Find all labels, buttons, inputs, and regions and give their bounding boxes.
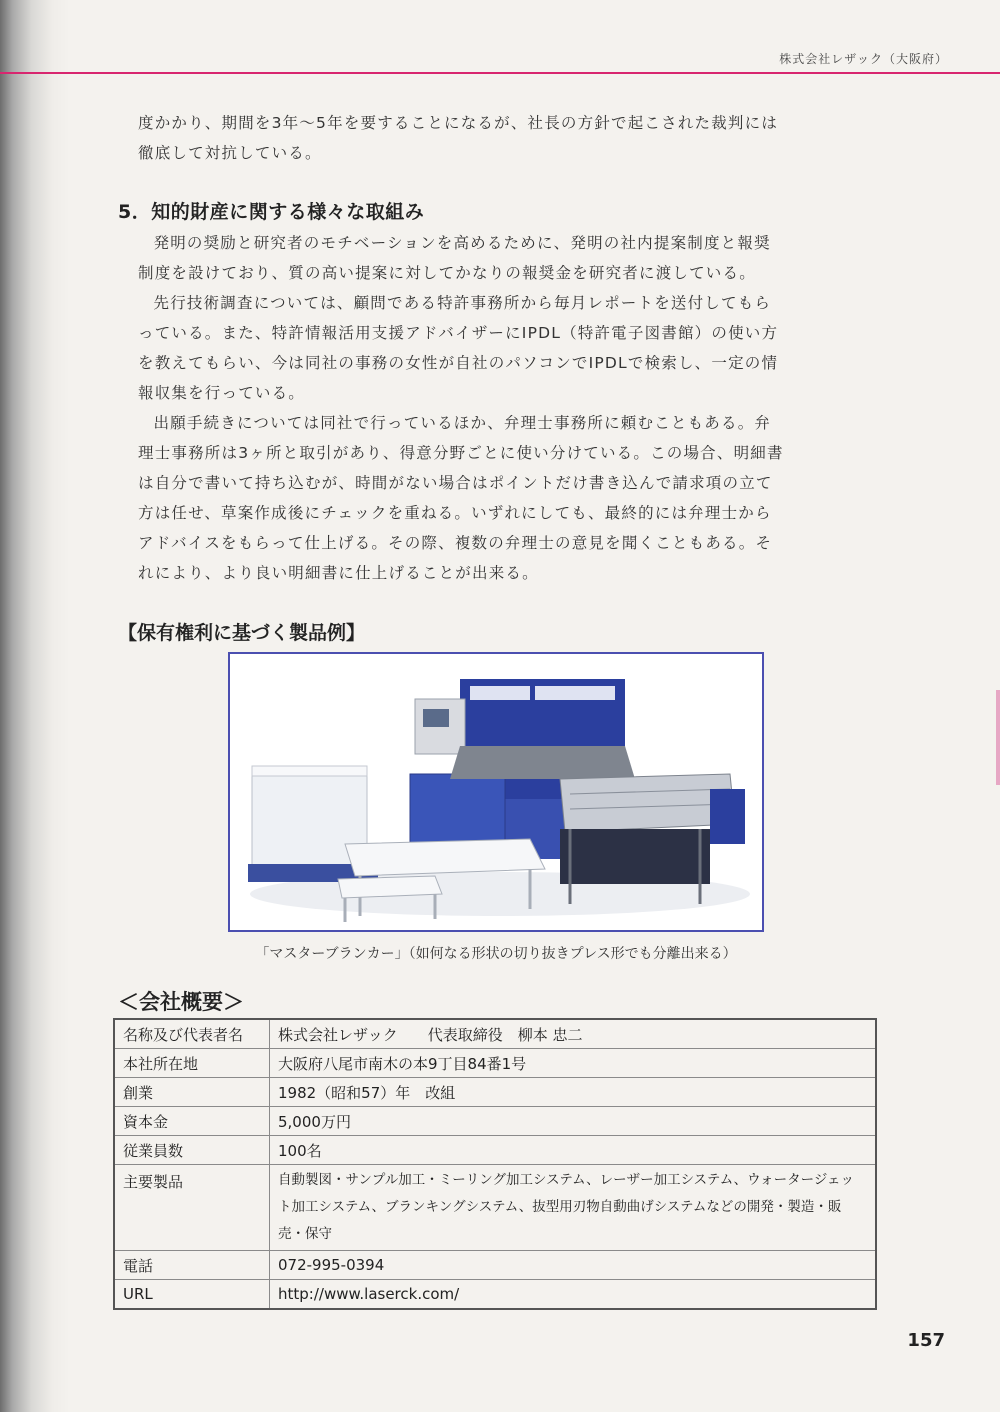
company-overview-table bbox=[113, 1018, 877, 1310]
text-line: 出願手続きについては同社で行っているほか、弁理士事務所に頼むこともある。弁 bbox=[153, 414, 772, 432]
product-example-heading: 【保有権利に基づく製品例】 bbox=[118, 622, 366, 644]
text-line: を教えてもらい、今は同社の事務の女性が自社のパソコンでIPDLで検索し、一定の情 bbox=[138, 354, 779, 372]
running-header: 株式会社レザック（大阪府） bbox=[779, 52, 948, 66]
text-line: 先行技術調査については、顧問である特許事務所から毎月レポートを送付してもら bbox=[153, 294, 772, 312]
text-line: は自分で書いて持ち込むが、時間がない場合はポイントだけ書き込んで請求項の立て bbox=[138, 474, 773, 492]
intro-paragraph bbox=[138, 108, 883, 168]
row-label: 電話 bbox=[114, 1251, 270, 1280]
page-edge-tab bbox=[996, 690, 1000, 785]
machine-illustration bbox=[230, 654, 762, 930]
paragraph-filing bbox=[138, 408, 883, 588]
company-url: http://www.laserck.com/ bbox=[270, 1280, 877, 1310]
book-spine-shadow bbox=[0, 0, 70, 1412]
table-row bbox=[114, 1136, 876, 1165]
table-row bbox=[114, 1165, 876, 1251]
text-line: 制度を設けており、質の高い提案に対してかなりの報奨金を研究者に渡している。 bbox=[138, 264, 756, 282]
row-label: URL bbox=[114, 1280, 270, 1310]
row-value: 100名 bbox=[270, 1136, 877, 1165]
text-line: っている。また、特許情報活用支援アドバイザーにIPDL（特許電子図書館）の使い方 bbox=[138, 324, 779, 342]
intro-line: 度かかり、期間を3年～5年を要することになるが、社長の方針で起こされた裁判には bbox=[138, 114, 779, 132]
table-row bbox=[114, 1107, 876, 1136]
row-value: 株式会社レザック 代表取締役 柳本 忠二 bbox=[270, 1019, 877, 1049]
row-label: 資本金 bbox=[114, 1107, 270, 1136]
row-value: 5,000万円 bbox=[270, 1107, 877, 1136]
table-row bbox=[114, 1049, 876, 1078]
paragraph-incentives bbox=[138, 228, 883, 288]
text-line: 方は任せ、草案作成後にチェックを重ねる。いずれにしても、最終的には弁理士から bbox=[138, 504, 772, 522]
text-line: 報収集を行っている。 bbox=[138, 384, 306, 402]
row-label: 創業 bbox=[114, 1078, 270, 1107]
product-photo bbox=[228, 652, 764, 932]
row-label: 本社所在地 bbox=[114, 1049, 270, 1078]
text-line: れにより、より良い明細書に仕上げることが出来る。 bbox=[138, 564, 539, 582]
row-label: 主要製品 bbox=[114, 1165, 270, 1251]
table-row bbox=[114, 1280, 876, 1310]
row-label: 従業員数 bbox=[114, 1136, 270, 1165]
text-line: 発明の奨励と研究者のモチベーションを高めるために、発明の社内提案制度と報奨 bbox=[153, 234, 771, 252]
row-label: 名称及び代表者名 bbox=[114, 1019, 270, 1049]
intro-line: 徹底して対抗している。 bbox=[138, 144, 322, 162]
row-value: 1982（昭和57）年 改組 bbox=[270, 1078, 877, 1107]
section-body bbox=[138, 228, 883, 588]
photo-caption: 「マスターブランカー」（如何なる形状の切り抜きプレス形でも分離出来る） bbox=[255, 946, 737, 962]
table-row bbox=[114, 1078, 876, 1107]
page-number: 157 bbox=[907, 1330, 945, 1351]
text-line: 理士事務所は3ヶ所と取引があり、得意分野ごとに使い分けている。この場合、明細書 bbox=[138, 444, 784, 462]
row-value: 072-995-0394 bbox=[270, 1251, 877, 1280]
row-value: 自動製図・サンプル加工・ミーリング加工システム、レーザー加工システム、ウォータージェット加工システム、ブランキングシステム、抜型用刃物自動曲げシステムなどの開発・製造・販売・保守 bbox=[270, 1165, 877, 1251]
header-rule bbox=[0, 72, 1000, 74]
paragraph-prior-art bbox=[138, 288, 883, 408]
section-heading: 5．知的財産に関する様々な取組み bbox=[118, 201, 425, 223]
row-value: 大阪府八尾市南木の本9丁目84番1号 bbox=[270, 1049, 877, 1078]
company-overview-heading: ＜会社概要＞ bbox=[118, 990, 244, 1014]
table-row bbox=[114, 1251, 876, 1280]
table-row bbox=[114, 1019, 876, 1049]
text-line: アドバイスをもらって仕上げる。その際、複数の弁理士の意見を聞くこともある。そ bbox=[138, 534, 773, 552]
